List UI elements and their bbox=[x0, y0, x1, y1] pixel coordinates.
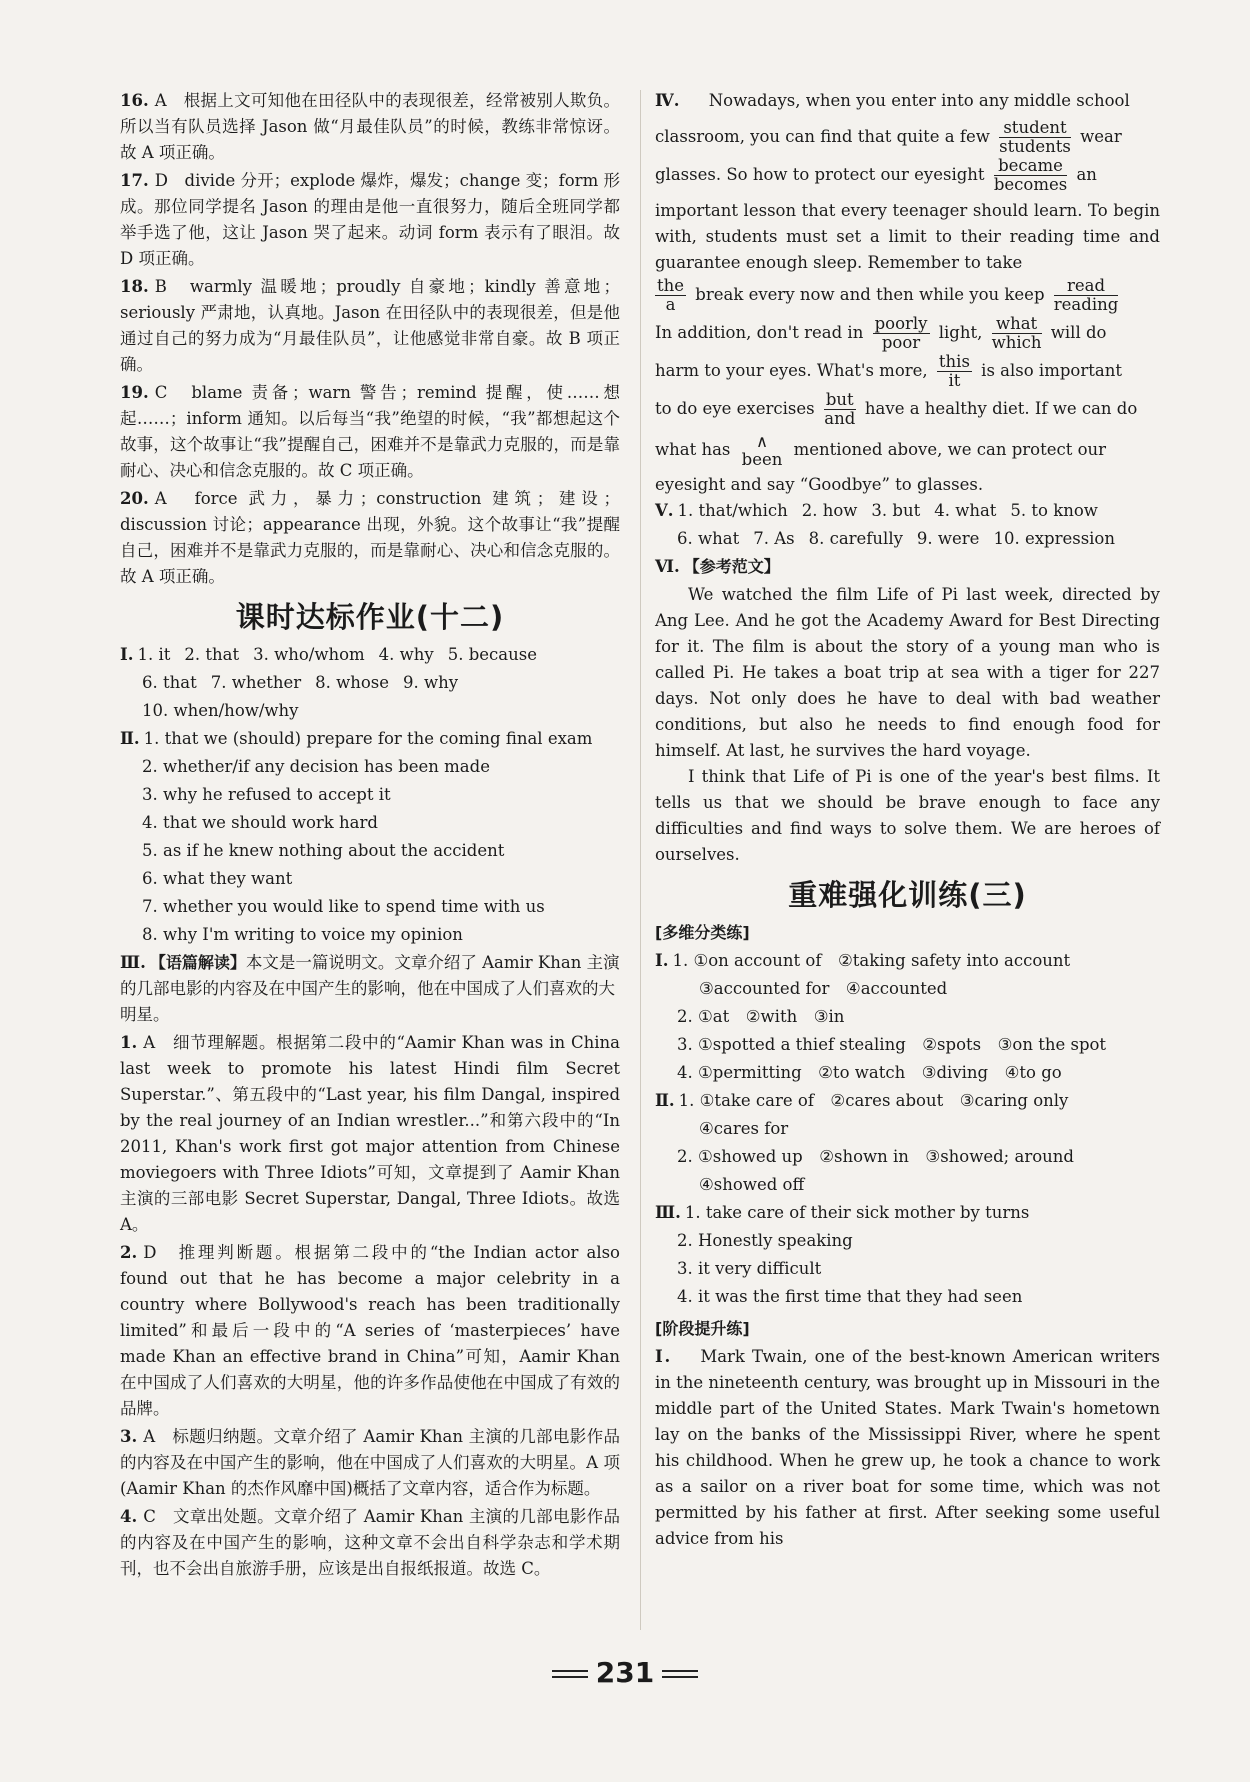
answer-item bbox=[120, 168, 620, 272]
answer-cell: 2. that bbox=[184, 645, 240, 664]
answer-row bbox=[120, 698, 620, 724]
answer-text: ④showed off bbox=[699, 1175, 805, 1194]
answer-cell: 5. to know bbox=[1010, 501, 1098, 520]
answer-row bbox=[655, 1088, 1160, 1114]
answer-row bbox=[120, 838, 620, 864]
answer-cell: 4. why bbox=[378, 645, 434, 664]
section-label: Ⅰ. bbox=[655, 951, 669, 970]
answer-cell: 9. why bbox=[403, 673, 459, 692]
answer-number: 4. bbox=[120, 1507, 138, 1526]
section-label: Ⅱ. bbox=[120, 729, 140, 748]
correction-mark: became becomes bbox=[993, 156, 1068, 194]
answer-cell: 1. it bbox=[137, 645, 171, 664]
answer-cell: 1. that/which bbox=[677, 501, 788, 520]
answer-item bbox=[120, 274, 620, 378]
answer-text: 3. it very difficult bbox=[677, 1259, 822, 1278]
answer-text: A force 武力，暴力；construction 建筑；建设；discussion 讨论；appearance 出现，外貌。这个故事让“我”提醒自己，困难并不是靠武力克服的，而是靠耐心、决心和信念克服的。故 A 项正确。 bbox=[120, 489, 620, 586]
answer-text: A 根据上文可知他在田径队中的表现很差，经常被别人欺负。所以当有队员选择 Jason 做“月最佳队员”的时候，教练非常惊讶。故 A 项正确。 bbox=[120, 91, 620, 162]
answer-text: B warmly 温暖地；proudly 自豪地；kindly 善意地；seriously 严肃地，认真地。Jason 在田径队中的表现很差，但是他通过自己的努力成为“月最佳队员”，让他感觉非常自豪。故 B 项正确。 bbox=[120, 277, 620, 374]
answer-cell: 8. whose bbox=[315, 673, 390, 692]
answer-cell: 6. that bbox=[142, 673, 197, 692]
section-heading-12: 课时达标作业(十二) bbox=[235, 600, 505, 634]
answer-row bbox=[655, 1116, 1160, 1142]
left-column bbox=[120, 88, 620, 1584]
section-3-intro: Ⅲ. 【语篇解读】本文是一篇说明文。文章介绍了 Aamir Khan 主演的几部电影的内容及在中国产生的影响，他在中国成了人们喜欢的大明星。 bbox=[120, 953, 620, 1024]
section-label: Ⅰ. bbox=[120, 645, 134, 664]
answer-text: 3. ①spotted a thief stealing ②spots ③on the spot bbox=[677, 1035, 1107, 1054]
answer-text: 1. take care of their sick mother by turns bbox=[684, 1203, 1030, 1222]
column-divider bbox=[640, 90, 641, 1630]
section-3 bbox=[120, 950, 620, 1582]
answer-item bbox=[120, 1504, 620, 1582]
section-1 bbox=[120, 642, 620, 724]
answer-text: 5. as if he knew nothing about the accident bbox=[142, 841, 505, 860]
correction-mark: student students bbox=[999, 118, 1071, 156]
answer-row bbox=[120, 810, 620, 836]
answer-cell: 9. were bbox=[916, 529, 980, 548]
answer-text: C blame 责备；warn 警告；remind 提醒，使……想起……；inform 通知。以后每当“我”绝望的时候，“我”都想起这个故事，这个故事让“我”提醒自己，困难并不是靠武力克服的，而是靠耐心、决心和信念克服的。故 C 项正确。 bbox=[120, 383, 620, 480]
answer-text: 3. why he refused to accept it bbox=[142, 785, 391, 804]
answer-row bbox=[120, 670, 620, 696]
answer-row bbox=[655, 1200, 1160, 1226]
answer-row bbox=[655, 1284, 1160, 1310]
section-6: Ⅵ. 【参考范文】 We watched the film Life of Pi last week, directed by Ang Lee. And he got the Academy Award for Best Directing for it. The film is about the story of a young man who is called Pi. He takes a boat trip at sea with a tiger for 227 days. Not only does he have to deal with bad weather conditions, but also he needs to find enough food for himself. At last, he survives the hard voyage. I think that Life of Pi is one of the year's best films. It tells us that we should be brave enough to face any difficulties and find ways to solve them. We are heroes of ourselves. bbox=[655, 554, 1160, 868]
answer-row bbox=[120, 782, 620, 808]
answer-cell: 5. because bbox=[447, 645, 537, 664]
answer-row bbox=[120, 922, 620, 948]
answer-text: 4. ①permitting ②to watch ③diving ④to go bbox=[677, 1063, 1062, 1082]
answer-row bbox=[655, 1228, 1160, 1254]
answer-text: 1. ①on account of ②taking safety into account bbox=[672, 951, 1071, 970]
answer-number: 19. bbox=[120, 383, 149, 402]
correction-mark: what which bbox=[991, 314, 1042, 352]
answer-text: 1. ①take care of ②cares about ③caring only bbox=[678, 1091, 1069, 1110]
answer-item bbox=[120, 1030, 620, 1238]
correction-mark: this it bbox=[938, 352, 970, 390]
answer-cell: 10. expression bbox=[993, 529, 1115, 548]
answer-text: ③accounted for ④accounted bbox=[699, 979, 948, 998]
answer-cell: 3. but bbox=[871, 501, 921, 520]
section-2 bbox=[120, 726, 620, 948]
answer-row bbox=[120, 866, 620, 892]
answer-row bbox=[655, 1060, 1160, 1086]
answer-row bbox=[655, 526, 1160, 552]
answer-number: 1. bbox=[120, 1033, 138, 1052]
tag-multi: [多维分类练] bbox=[655, 923, 750, 942]
answer-cell: 7. whether bbox=[210, 673, 302, 692]
answer-row bbox=[655, 1144, 1160, 1170]
answer-text: A 细节理解题。根据第二段中的“Aamir Khan was in China last week to promote his latest Hindi film Secret Superstar.”、第五段中的“Last year, his film Dangal, inspired by the real journey of an Indian wrestler...”和第六段中的“In 2011, Khan's work first got major attention from Chinese moviegoers with Three Idiots”可知，文章提到了 Aamir Khan 主演的三部电影 Secret Superstar, Dangal, Three Idiots。故选 A。 bbox=[120, 1033, 620, 1234]
multi-section-1 bbox=[655, 948, 1160, 1086]
answer-number: 3. bbox=[120, 1427, 138, 1446]
tag-stage: [阶段提升练] bbox=[655, 1319, 750, 1338]
answer-row bbox=[655, 976, 1160, 1002]
answer-cell: 4. what bbox=[934, 501, 997, 520]
answer-text: 7. whether you would like to spend time with us bbox=[142, 897, 545, 916]
answer-cell: 7. As bbox=[753, 529, 795, 548]
answer-item bbox=[120, 1424, 620, 1502]
section-5 bbox=[655, 498, 1160, 552]
answer-row bbox=[655, 948, 1160, 974]
answer-text: A 标题归纳题。文章介绍了 Aamir Khan 主演的几部电影作品的内容及在中国产生的影响，他在中国成了人们喜欢的大明星。A 项(Aamir Khan 的杰作风靡中国)概括了文章内容，适合作为标题。 bbox=[120, 1427, 620, 1498]
essay-paragraph: We watched the film Life of Pi last week, directed by Ang Lee. And he got the Academy Award for Best Directing for it. The film is about the story of a young man who is called Pi. He takes a boat trip at sea with a tiger for 227 days. Not only does he have to deal with bad weather conditions, but also he needs to find enough food for himself. At last, he survives the hard voyage. bbox=[655, 585, 1160, 760]
answer-number: 18. bbox=[120, 277, 149, 296]
answer-text: 4. it was the first time that they had seen bbox=[677, 1287, 1023, 1306]
answer-cell: 8. carefully bbox=[808, 529, 903, 548]
answer-row bbox=[655, 498, 1160, 524]
correction-mark: poorly poor bbox=[874, 314, 928, 352]
section-4-passage: Ⅳ. Nowadays, when you enter into any middle school classroom, you can find that quite a few student students wear glasses. So how to protect our eyesight became becomes an important lesson that every teenager should learn. To begin with, students must set a limit to their reading time and guarantee enough sleep. Remember to take the a break every now and then while you keep read reading In addition, don't read in poorly poor light, what which will do harm to your eyes. What's more, this it is also important to do eye exercises but and have a healthy diet. If we can do what has ∧ been mentioned above, we can protect our eyesight and say “Goodbye” to glasses. bbox=[655, 91, 1160, 494]
answer-row bbox=[655, 1032, 1160, 1058]
answer-text: ④cares for bbox=[699, 1119, 789, 1138]
answer-text: 8. why I'm writing to voice my opinion bbox=[142, 925, 463, 944]
answer-text: C 文章出处题。文章介绍了 Aamir Khan 主演的几部电影作品的内容及在中国产生的影响，这种文章不会出自科学杂志和学术期刊，也不会出自旅游手册，应该是出自报纸报道。故选 C。 bbox=[120, 1507, 620, 1578]
answer-text: 2. whether/if any decision has been made bbox=[142, 757, 490, 776]
answer-row bbox=[655, 1256, 1160, 1282]
answer-text: 2. ①at ②with ③in bbox=[677, 1007, 845, 1026]
correction-mark: the a bbox=[657, 276, 685, 314]
right-column bbox=[655, 88, 1160, 1552]
answer-item bbox=[120, 380, 620, 484]
page-number: 231 bbox=[0, 1656, 1250, 1689]
answers-16-20 bbox=[120, 88, 620, 590]
answer-item bbox=[120, 1240, 620, 1422]
multi-section-2 bbox=[655, 1088, 1160, 1198]
answer-row bbox=[655, 1172, 1160, 1198]
answer-item bbox=[120, 88, 620, 166]
section-label: Ⅱ. bbox=[655, 1091, 675, 1110]
answer-row bbox=[120, 754, 620, 780]
answer-text: 6. what they want bbox=[142, 869, 293, 888]
answer-text: D divide 分开；explode 爆炸，爆发；change 变；form 形成。那位同学提名 Jason 的理由是他一直很努力，随后全班同学都举手选了他，这让 Jason 哭了起来。动词 form 表示有了眼泪。故 D 项正确。 bbox=[120, 171, 620, 268]
answer-cell: 10. when/how/why bbox=[142, 701, 299, 720]
section-heading-3: 重难强化训练(三) bbox=[788, 878, 1027, 912]
section-label: Ⅴ. bbox=[655, 501, 674, 520]
answer-text: 1. that we (should) prepare for the coming final exam bbox=[143, 729, 593, 748]
correction-mark: but and bbox=[824, 390, 856, 428]
answer-row bbox=[120, 726, 620, 752]
insertion-caret: ∧ been bbox=[741, 431, 783, 469]
answer-number: 17. bbox=[120, 171, 149, 190]
answer-row bbox=[120, 642, 620, 668]
answer-text: 2. Honestly speaking bbox=[677, 1231, 853, 1250]
answer-number: 2. bbox=[120, 1243, 138, 1262]
answer-cell: 6. what bbox=[677, 529, 740, 548]
answer-text: 2. ①showed up ②shown in ③showed; around bbox=[677, 1147, 1074, 1166]
stage-passage: Ⅰ. Mark Twain, one of the best-known American writers in the nineteenth century, was brought up in Missouri in the middle part of the United States. Mark Twain's hometown lay on the banks of the Mississippi River, where he spent his childhood. When he grew up, he took a chance to work as a sailor on a river boat for some time, which was not permitted by his father at first. After seeking some useful advice from his bbox=[655, 1347, 1160, 1548]
answer-number: 16. bbox=[120, 91, 149, 110]
answer-cell: 2. how bbox=[801, 501, 858, 520]
answer-item bbox=[120, 486, 620, 590]
answer-text: D 推理判断题。根据第二段中的“the Indian actor also found out that he has become a major celebrity in a country where Bollywood's reach has been traditionally limited”和最后一段中的“A series of ‘masterpieces’ have made Khan an effective brand in China”可知，Aamir Khan 在中国成了人们喜欢的大明星，他的许多作品使他在中国成了有效的品牌。 bbox=[120, 1243, 620, 1418]
answer-row bbox=[655, 1004, 1160, 1030]
essay-paragraph: I think that Life of Pi is one of the year's best films. It tells us that we should be brave enough to face any difficulties and find ways to solve them. We are heroes of ourselves. bbox=[655, 767, 1160, 864]
answer-cell: 3. who/whom bbox=[253, 645, 365, 664]
answer-row bbox=[120, 894, 620, 920]
correction-mark: read reading bbox=[1053, 276, 1119, 314]
multi-section-3 bbox=[655, 1200, 1160, 1310]
answer-text: 4. that we should work hard bbox=[142, 813, 378, 832]
section-label: Ⅲ. bbox=[655, 1203, 681, 1222]
answer-number: 20. bbox=[120, 489, 149, 508]
